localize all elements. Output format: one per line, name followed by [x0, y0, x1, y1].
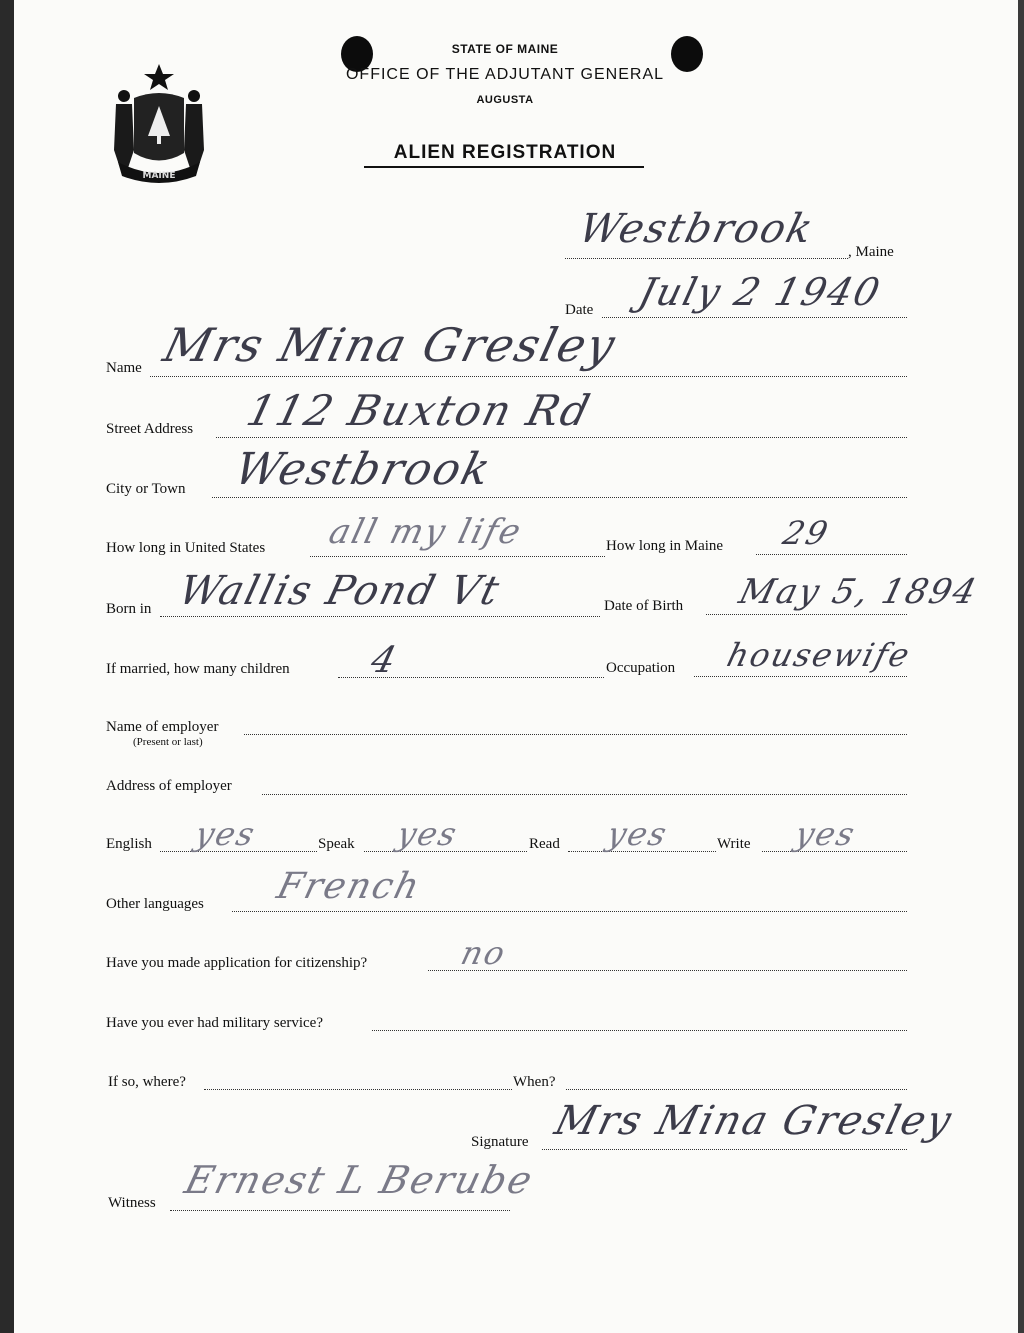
- witness-line: [170, 1210, 510, 1211]
- signature-value: Mrs Mina Gresley: [550, 1098, 958, 1144]
- witness-label: Witness: [108, 1195, 156, 1211]
- city-value: Westbrook: [229, 444, 498, 495]
- other-languages-label: Other languages: [106, 896, 204, 912]
- citizenship-value: no: [457, 934, 511, 972]
- read-value: yes: [603, 815, 673, 853]
- where-line: [204, 1089, 512, 1090]
- military-label: Have you ever had military service?: [106, 1015, 323, 1031]
- english-label: English: [106, 836, 152, 852]
- scan-edge-left: [0, 0, 14, 1333]
- employer-address-line: [262, 794, 907, 795]
- children-label: If married, how many children: [106, 661, 290, 677]
- employer-line: [244, 734, 907, 735]
- form-title: ALIEN REGISTRATION: [393, 142, 617, 163]
- write-label: Write: [717, 836, 751, 852]
- date-line: [602, 317, 907, 318]
- town-line: [565, 258, 848, 259]
- city-label: City or Town: [106, 481, 186, 497]
- speak-value: yes: [393, 815, 463, 853]
- name-line: [150, 376, 907, 377]
- employer-sublabel: (Present or last): [133, 736, 203, 748]
- other-languages-line: [232, 911, 907, 912]
- signature-line: [542, 1149, 907, 1150]
- in-maine-value: 29: [779, 514, 834, 552]
- citizenship-label: Have you made application for citizenship?: [106, 955, 368, 971]
- in-maine-label: How long in Maine: [606, 538, 724, 554]
- military-line: [372, 1030, 907, 1031]
- date-label: Date: [565, 302, 594, 318]
- city-heading: AUGUSTA: [476, 94, 534, 106]
- state-heading: STATE OF MAINE: [451, 42, 559, 56]
- when-label: When?: [513, 1074, 556, 1090]
- in-maine-line: [756, 554, 907, 555]
- town-value: Westbrook: [574, 206, 820, 252]
- occupation-label: Occupation: [606, 660, 676, 676]
- dob-line: [706, 614, 907, 615]
- punch-hole-right: [671, 36, 703, 72]
- speak-label: Speak: [318, 836, 355, 852]
- english-value: yes: [191, 815, 261, 853]
- read-label: Read: [529, 836, 560, 852]
- born-line: [160, 616, 600, 617]
- signature-label: Signature: [471, 1134, 529, 1150]
- born-label: Born in: [106, 601, 152, 617]
- city-line: [212, 497, 907, 498]
- name-label: Name: [106, 360, 142, 376]
- born-value: Wallis Pond Vt: [174, 568, 506, 614]
- state-suffix-label: , Maine: [848, 244, 894, 260]
- street-line: [216, 437, 907, 438]
- scan-edge-right: [1018, 0, 1024, 1333]
- maine-seal-image: [104, 58, 214, 183]
- street-value: 112 Buxton Rd: [241, 386, 597, 435]
- employer-label: Name of employer: [106, 719, 219, 735]
- other-languages-value: French: [272, 866, 426, 907]
- date-value: July 2 1940: [634, 270, 886, 314]
- title-underline: [364, 166, 644, 168]
- dob-value: May 5, 1894: [735, 572, 982, 612]
- in-us-value: all my life: [325, 512, 527, 552]
- office-heading: OFFICE OF THE ADJUTANT GENERAL: [345, 66, 665, 83]
- children-value: 4: [366, 640, 403, 681]
- street-label: Street Address: [106, 421, 194, 437]
- witness-value: Ernest L Berube: [180, 1158, 539, 1202]
- in-us-label: How long in United States: [106, 540, 266, 556]
- svg-text:MAINE: MAINE: [142, 171, 176, 181]
- employer-address-label: Address of employer: [106, 778, 232, 794]
- dob-label: Date of Birth: [604, 598, 684, 614]
- when-line: [566, 1089, 907, 1090]
- name-value: Mrs Mina Gresley: [158, 318, 623, 372]
- occupation-line: [694, 676, 907, 677]
- where-label: If so, where?: [108, 1074, 186, 1090]
- in-us-line: [310, 556, 605, 557]
- write-value: yes: [791, 815, 861, 853]
- occupation-value: housewife: [723, 636, 915, 674]
